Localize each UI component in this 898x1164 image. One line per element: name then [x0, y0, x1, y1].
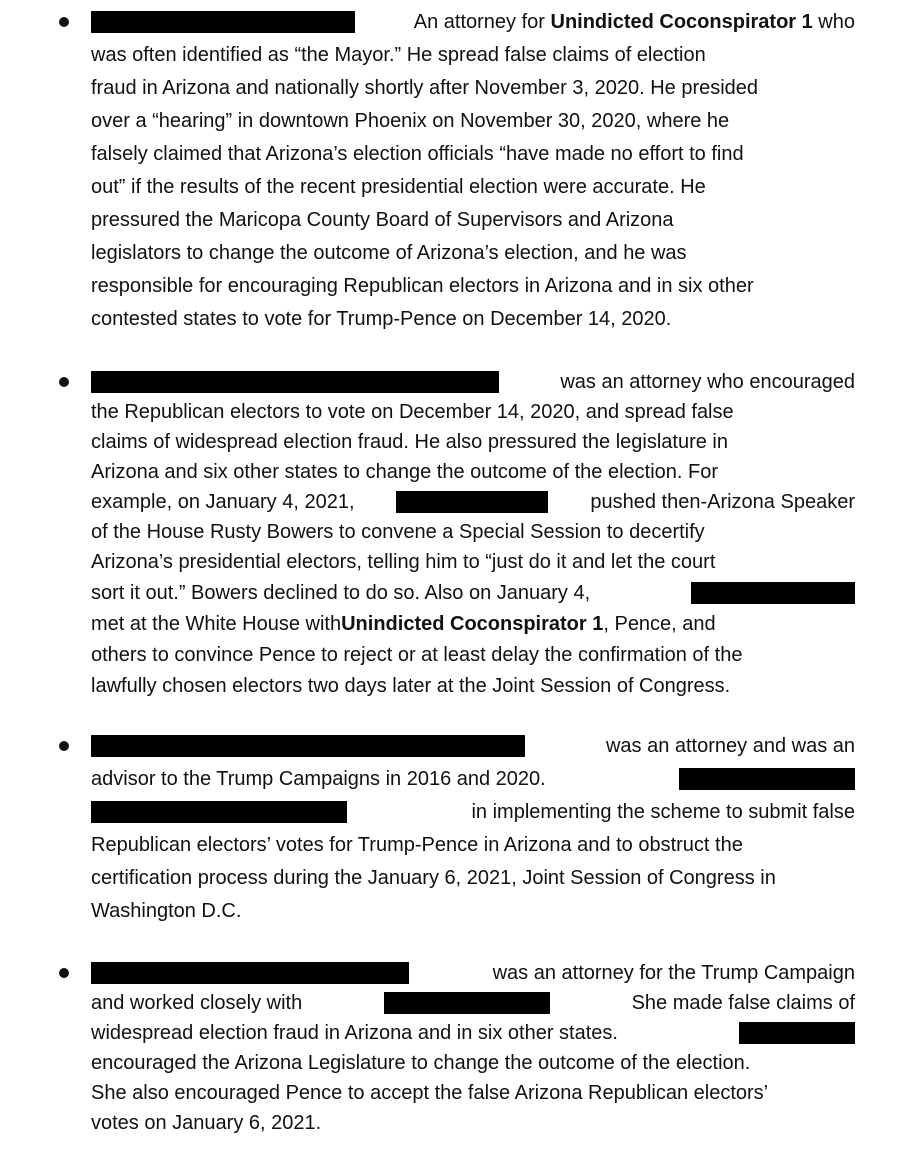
redaction-block — [679, 768, 855, 790]
redaction-block — [91, 11, 355, 33]
text-segment: others to convince Pence to reject or at least delay the confirmation of the — [91, 644, 743, 666]
text-line — [91, 43, 855, 67]
line-segment — [414, 10, 855, 34]
text-segment: widespread election fraud in Arizona and in six other states. — [91, 1022, 618, 1044]
redaction-block — [91, 962, 409, 984]
text-segment: pushed then-Arizona Speaker — [590, 491, 855, 513]
text-line — [91, 274, 855, 298]
text-segment: example, on January 4, 2021, — [91, 491, 355, 513]
text-segment: and worked closely with — [91, 992, 303, 1014]
text-segment: was an attorney who encouraged — [560, 371, 855, 393]
text-segment: was an attorney for the Trump Campaign — [492, 962, 855, 984]
text-segment: legislators to change the outcome of Arizona’s election, and he was — [91, 242, 687, 264]
text-segment: over a “hearing” in downtown Phoenix on November 30, 2020, where he — [91, 110, 730, 132]
coconspirator-label: Unindicted Coconspirator 1 — [550, 11, 813, 33]
text-segment: met at the White House with — [91, 613, 342, 635]
text-segment: contested states to vote for Trump-Pence on December 14, 2020. — [91, 308, 672, 330]
text-segment: sort it out.” Bowers declined to do so. Also on January 4, — [91, 582, 591, 604]
text-line — [91, 643, 855, 667]
text-segment: of the House Rusty Bowers to convene a Special Session to decertify — [91, 521, 705, 543]
text-line — [91, 866, 855, 890]
text-line — [91, 833, 855, 857]
text-line — [91, 1081, 855, 1105]
text-line — [91, 490, 855, 514]
text-segment: pressured the Maricopa County Board of Supervisors and Arizona — [91, 209, 674, 231]
text-line — [91, 734, 855, 758]
text-segment: falsely claimed that Arizona’s election officials “have made no effort to find — [91, 143, 744, 165]
text-line — [91, 175, 855, 199]
text-segment: An attorney for — [413, 11, 551, 33]
text-line — [91, 241, 855, 265]
text-line — [91, 991, 855, 1015]
text-segment: claims of widespread election fraud. He also pressured the legislature in — [91, 431, 729, 453]
text-segment: Arizona’s presidential electors, telling him to “just do it and let the court — [91, 551, 716, 573]
text-line — [91, 899, 855, 923]
redaction-block — [91, 801, 347, 823]
text-segment: the Republican electors to vote on December 14, 2020, and spread false — [91, 401, 734, 423]
text-segment: She also encouraged Pence to accept the false Arizona Republican electors’ — [91, 1082, 769, 1104]
redaction-block — [691, 582, 855, 604]
bullet-point — [59, 377, 69, 387]
text-line — [91, 76, 855, 100]
text-segment: Arizona and six other states to change the outcome of the election. For — [91, 461, 719, 483]
text-line — [91, 208, 855, 232]
text-segment: was an attorney and was an — [605, 735, 855, 757]
text-segment: out” if the results of the recent presidential election were accurate. He — [91, 176, 706, 198]
redaction-block — [91, 735, 525, 757]
text-segment: in implementing the scheme to submit false — [471, 801, 855, 823]
text-line — [91, 307, 855, 331]
text-line — [91, 1111, 855, 1135]
text-segment: responsible for encouraging Republican electors in Arizona and in six other — [91, 275, 754, 297]
bullet-point — [59, 741, 69, 751]
text-line — [91, 550, 855, 574]
bullet-point — [59, 17, 69, 27]
text-line — [91, 1051, 855, 1075]
text-line — [91, 10, 855, 34]
text-segment: , Pence, and — [603, 613, 716, 635]
text-segment: lawfully chosen electors two days later at the Joint Session of Congress. — [91, 675, 731, 697]
text-segment: was often identified as “the Mayor.” He spread false claims of election — [91, 44, 706, 66]
text-line — [91, 612, 855, 636]
text-line — [91, 674, 855, 698]
text-line — [91, 430, 855, 454]
text-segment: fraud in Arizona and nationally shortly after November 3, 2020. He presided — [91, 77, 759, 99]
text-line — [91, 1021, 855, 1045]
text-line — [91, 800, 855, 824]
text-segment: Republican electors’ votes for Trump-Pence in Arizona and to obstruct the — [91, 834, 743, 856]
redaction-block — [396, 491, 548, 513]
redaction-block — [384, 992, 550, 1014]
text-line — [91, 400, 855, 424]
text-segment: She made false claims of — [631, 992, 855, 1014]
text-line — [91, 142, 855, 166]
text-line — [91, 961, 855, 985]
text-segment: votes on January 6, 2021. — [91, 1112, 322, 1134]
text-segment: advisor to the Trump Campaigns in 2016 and 2020. — [91, 768, 546, 790]
text-line — [91, 520, 855, 544]
bullet-point — [59, 968, 69, 978]
text-segment: certification process during the January 6, 2021, Joint Session of Congress in — [91, 867, 776, 889]
text-segment: who — [812, 11, 855, 33]
text-line — [91, 767, 855, 791]
redaction-block — [739, 1022, 855, 1044]
text-segment: encouraged the Arizona Legislature to change the outcome of the election. — [91, 1052, 751, 1074]
text-line — [91, 460, 855, 484]
redaction-block — [91, 371, 499, 393]
text-segment: Washington D.C. — [91, 900, 242, 922]
text-line — [91, 581, 855, 605]
text-line — [91, 370, 855, 394]
coconspirator-label: Unindicted Coconspirator 1 — [341, 613, 604, 635]
text-line — [91, 109, 855, 133]
